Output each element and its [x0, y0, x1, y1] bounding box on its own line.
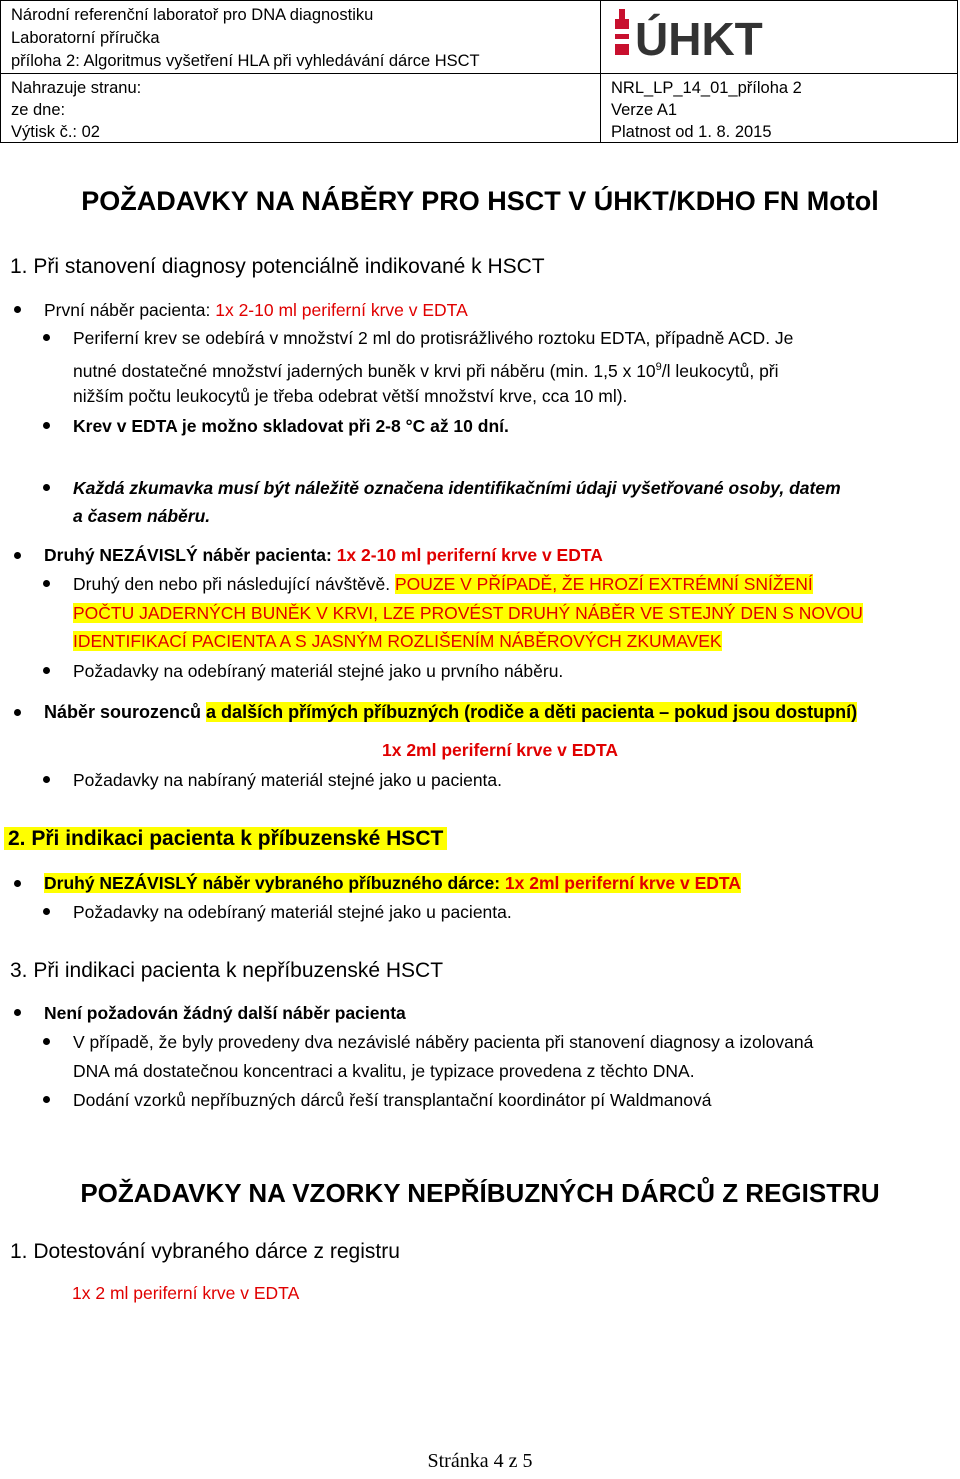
first-draw-amount: 1x 2-10 ml periferní krve v EDTA [215, 300, 468, 320]
header-left-cell [1, 1, 601, 142]
second-draw-info-2 [73, 599, 863, 627]
sibling-draw-requirements: Požadavky na nabíraný materiál stejné jako u pacienta. [73, 770, 503, 790]
second-draw-warning: POUZE V PŘÍPADĚ, ŽE HROZÍ EXTRÉMNÍ SNÍŽENÍ [395, 574, 813, 594]
registry-section-heading: 1. Dotestování vybraného dárce z registru [10, 1240, 400, 1263]
label-note-line-1: Každá zkumavka musí být náležitě označena identifikačními údaji vyšetřované osoby, datem [73, 478, 841, 498]
second-draw-requirements: Požadavky na odebíraný materiál stejné jako u prvního náběru. [73, 661, 564, 681]
registry-sample-amount: 1x 2 ml periferní krve v EDTA [72, 1283, 300, 1303]
sample-delivery-note: Dodání vzorků nepříbuzných dárců řeší transplantační koordinátor pí Waldmanová [73, 1090, 712, 1110]
related-donor-label: Druhý NEZÁVISLÝ náběr vybraného příbuzného dárce: [44, 873, 505, 893]
bullet [43, 1096, 50, 1103]
bullet [43, 667, 50, 674]
header-right-cell [601, 1, 957, 142]
second-draw-label: Druhý NEZÁVISLÝ náběr pacienta: [44, 545, 337, 565]
header-validity: Platnost od 1. 8. 2015 [611, 123, 772, 141]
blood-info-line-1: Periferní krev se odebírá v množství 2 ml do protisrážlivého roztoku EDTA, případně ACD. Je [73, 328, 794, 348]
bullet [14, 880, 21, 887]
second-draw-warning-2: POČTU JADERNÝCH BUNĚK V KRVI, LZE PROVÉST DRUHÝ NÁBĚR VE STEJNÝ DEN S NOVOU [73, 603, 863, 623]
section-2-heading [4, 826, 447, 852]
second-draw-amount: 1x 2-10 ml periferní krve v EDTA [336, 545, 603, 565]
second-draw-info-1 [73, 570, 813, 598]
header-appendix: příloha 2: Algoritmus vyšetření HLA při vyhledávání dárce HSCT [11, 52, 480, 70]
no-further-draw: Není požadován žádný další náběr pacienta [44, 1003, 406, 1023]
related-donor-amount: 1x 2ml periferní krve v EDTA [504, 873, 741, 893]
bullet [43, 422, 50, 429]
header-replaces: Nahrazuje stranu: [11, 79, 142, 97]
uhkt-logo [615, 7, 785, 65]
section-3-heading: 3. Při indikaci pacienta k nepříbuzenské HSCT [10, 959, 444, 982]
label-note-line-2: a časem náběru. [73, 506, 211, 526]
header-handbook: Laboratorní příručka [11, 29, 160, 47]
second-draw-timing: Druhý den nebo při následující návštěvě. [73, 574, 395, 594]
page-title: POŽADAVKY NA NÁBĚRY PRO HSCT V ÚHKT/KDHO FN Motol [81, 186, 879, 216]
document-header [0, 0, 958, 143]
header-divider-right [601, 73, 957, 74]
header-lab-name: Národní referenční laboratoř pro DNA diagnostiku [11, 6, 374, 24]
blood-info-text: nutné dostatečné množství jaderných buněk v krvi při náběru (min. 1,5 x 10 [73, 360, 656, 381]
typing-info-line-1: V případě, že byly provedeny dva nezávislé náběry pacienta při stanovení diagnosy a izolovaná [73, 1032, 814, 1052]
bullet [43, 776, 50, 783]
bullet [43, 484, 50, 491]
related-donor-line [44, 869, 741, 897]
bullet [14, 1009, 21, 1016]
registry-title: POŽADAVKY NA VZORKY NEPŘÍBUZNÝCH DÁRCŮ Z REGISTRU [80, 1178, 880, 1208]
bullet [43, 580, 50, 587]
second-draw-warning-3: IDENTIFIKACÍ PACIENTA A S JASNÝM ROZLIŠENÍM NÁBĚROVÝCH ZKUMAVEK [73, 631, 722, 651]
section-2-heading-text: 2. Při indikaci pacienta k příbuzenské HSCT [4, 827, 447, 850]
second-draw-info-3 [73, 627, 722, 655]
blood-info-unit: /l leukocytů, při [661, 360, 779, 381]
blood-info-line-3: nižším počtu leukocytů je třeba odebrat větší množství krve, cca 10 ml). [73, 386, 628, 406]
header-date: ze dne: [11, 101, 66, 119]
bullet [14, 552, 21, 559]
storage-note: Krev v EDTA je možno skladovat při 2-8 °C až 10 dní. [73, 416, 509, 436]
blood-info-line-2 [73, 353, 779, 385]
bullet [43, 908, 50, 915]
header-doc-code: NRL_LP_14_01_příloha 2 [611, 79, 802, 97]
bullet [43, 1038, 50, 1045]
sibling-draw-line [44, 698, 857, 726]
second-draw-line [44, 541, 603, 569]
sibling-draw-relatives: a dalších přímých příbuzných (rodiče a děti pacienta – pokud jsou dostupní) [206, 702, 858, 722]
bullet [14, 306, 21, 313]
sibling-draw-amount: 1x 2ml periferní krve v EDTA [382, 740, 619, 760]
bullet [14, 709, 21, 716]
exponent: 9 [655, 361, 662, 373]
sibling-draw-label: Náběr sourozenců [44, 702, 207, 722]
page-number: Stránka 4 z 5 [427, 1450, 533, 1472]
first-draw-line [44, 296, 468, 324]
logo-text: ÚHKT [635, 13, 763, 65]
section-1-heading: 1. Při stanovení diagnosy potenciálně indikované k HSCT [10, 255, 545, 278]
header-version: Verze A1 [611, 101, 678, 119]
related-donor-requirements: Požadavky na odebíraný materiál stejné jako u pacienta. [73, 902, 512, 922]
bullet [43, 334, 50, 341]
header-print-no: Výtisk č.: 02 [11, 123, 100, 141]
header-divider [1, 73, 600, 74]
typing-info-line-2: DNA má dostatečnou koncentraci a kvalitu, je typizace provedena z těchto DNA. [73, 1061, 695, 1081]
first-draw-label: První náběr pacienta: [44, 300, 216, 320]
